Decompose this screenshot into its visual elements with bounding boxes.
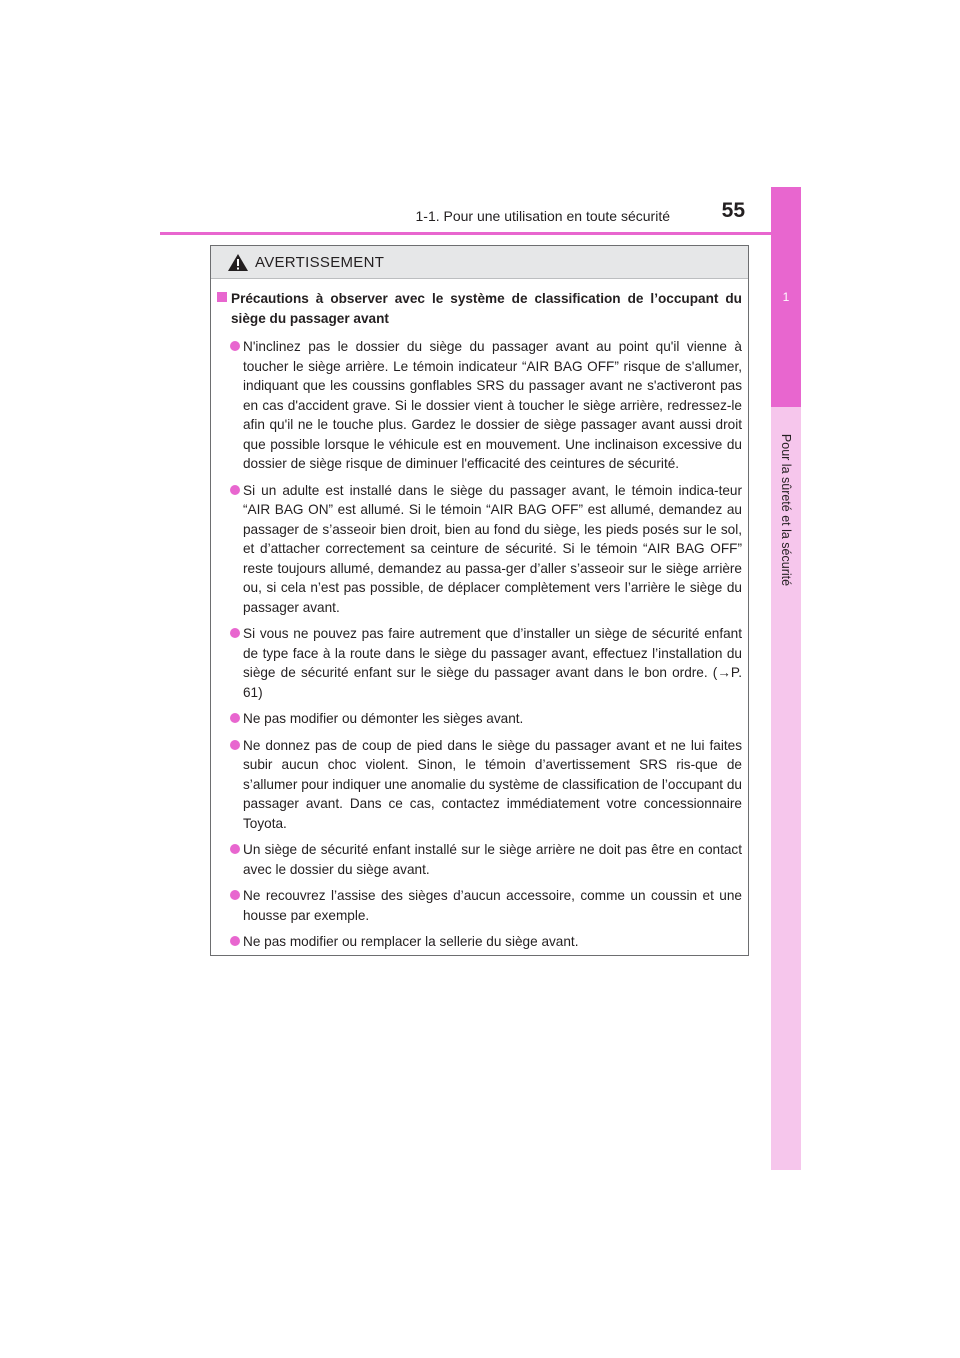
circle-bullet-icon: [230, 628, 240, 638]
circle-bullet-icon: [230, 341, 240, 351]
side-tab-label: Pour la sûreté et la sécurité: [779, 433, 793, 587]
circle-bullet-icon: [230, 844, 240, 854]
list-item-text: Si vous ne pouvez pas faire autrement que d’installer un siège de sécurité enfant de type face à la route dans le siège du passager avant, effectuez l’installation du siège de sécurité enfant sur le siège du passager avant dans le bon ordre. (→P. 61): [243, 626, 742, 700]
warning-heading-text: Précautions à observer avec le système de classification de l’occupant du siège du passager avant: [231, 291, 742, 326]
list-item: [217, 624, 742, 702]
list-item-text: Ne recouvrez l’assise des sièges d’aucun accessoire, comme un coussin et une housse par exemple.: [243, 888, 742, 923]
page-number: 55: [721, 199, 745, 222]
list-item: [217, 886, 742, 925]
section-title: 1-1. Pour une utilisation en toute sécurité: [415, 208, 670, 224]
list-item-text: N'inclinez pas le dossier du siège du passager avant au point qu'il vienne à toucher le siège arrière. Le témoin indicateur “AIR BAG OFF” risque de s'allumer, indiquant que les coussins gonflables SRS du passager avant ne s'activeront pas en cas d'accident grave. Si le dossier vient à toucher le siège arrière, redressez-le afin qu'il ne le touche plus. Gardez le dossier de siège passager avant aussi droit que possible lorsque le véhicule est en mouvement. Une inclinaison excessive du dossier de siège risque de diminuer l'efficacité des ceintures de sécurité.: [243, 339, 742, 471]
side-tab-number: 1: [771, 187, 801, 407]
circle-bullet-icon: [230, 740, 240, 750]
warning-box: [210, 245, 749, 956]
header-rule: [160, 232, 801, 235]
circle-bullet-icon: [230, 485, 240, 495]
warning-title: AVERTISSEMENT: [255, 253, 385, 271]
list-item-text: Ne pas modifier ou démonter les sièges avant.: [243, 711, 524, 726]
square-bullet-icon: [217, 292, 227, 302]
list-item-text: Ne donnez pas de coup de pied dans le siège du passager avant et ne lui faites subir aucun choc violent. Sinon, le témoin d’avertissement SRS ris-que de s’allumer pour indiquer une anomalie du système de classification de l’occupant du passager avant. Dans ce cas, contactez immédiatement votre concessionnaire Toyota.: [243, 737, 742, 831]
list-item: [217, 709, 742, 729]
list-item: [217, 840, 742, 879]
list-item: [217, 736, 742, 834]
list-item-text: Si un adulte est installé dans le siège du passager avant, le témoin indica-teur “AIR BAG ON” est allumé. Si le témoin “AIR BAG OFF” est allumé, demandez au passager de s’asseoir bien droit, bien au fond du siège, les pieds posés sur le sol, et d’attacher correctement sa ceinture de sécurité. Si le témoin “AIR BAG OFF” reste toujours allumé, demandez au passa-ger d’aller s’asseoir sur le siège arrière ou, si cela n’est pas possible, de déplacer complètement vers l’arrière le siège du passager avant.: [243, 482, 742, 615]
list-item: [217, 337, 742, 474]
list-item-text: Ne pas modifier ou remplacer la sellerie du siège avant.: [243, 934, 579, 949]
circle-bullet-icon: [230, 713, 240, 723]
warning-body: [211, 279, 748, 952]
warning-triangle-icon: [227, 253, 249, 272]
warning-header: [211, 246, 748, 279]
list-item: [217, 932, 742, 952]
circle-bullet-icon: [230, 890, 240, 900]
circle-bullet-icon: [230, 936, 240, 946]
list-item: [217, 481, 742, 618]
warning-heading: [217, 289, 742, 328]
list-item-text: Un siège de sécurité enfant installé sur le siège arrière ne doit pas être en contact avec le dossier du siège avant.: [243, 842, 742, 877]
